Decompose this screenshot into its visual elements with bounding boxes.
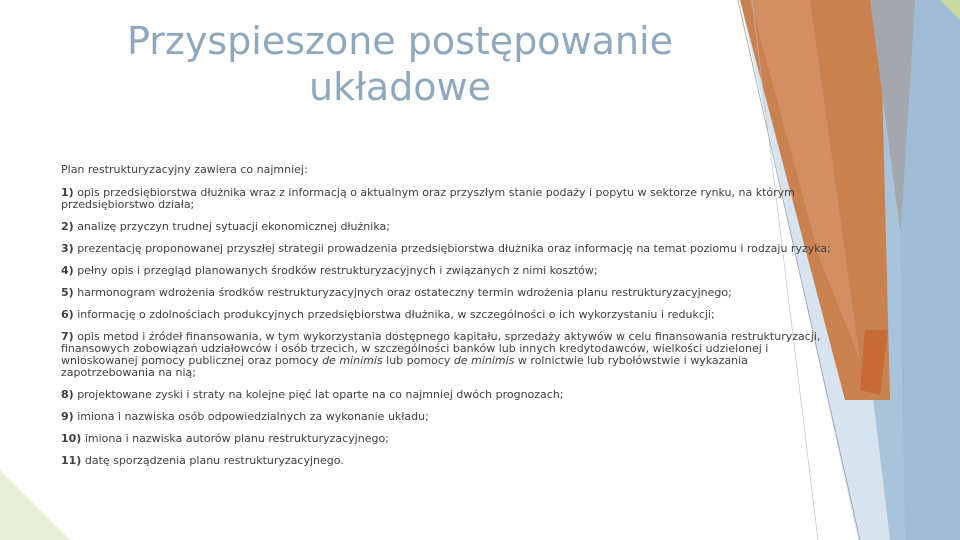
item-number: 10) — [61, 432, 82, 445]
item-text: datę sporządzenia planu restrukturyzacyjnego. — [84, 454, 344, 467]
list-item — [61, 389, 841, 401]
item-number: 8) — [61, 388, 74, 401]
list-item — [61, 331, 841, 379]
item-text: opis przedsiębiorstwa dłużnika wraz z informacją o aktualnym oraz przyszłym stanie podaży i popytu w sektorze rynku, na którym przedsiębiorstwo działa; — [61, 186, 795, 211]
item-text: imiona i nazwiska autorów planu restrukturyzacyjnego; — [84, 432, 389, 445]
item-text: informację o zdolnościach produkcyjnych przedsiębiorstwa dłużnika, w szczególności o ich wykorzystaniu i redukcji; — [77, 308, 715, 321]
green-bottom-triangle — [0, 470, 70, 540]
item-text: projektowane zyski i straty na kolejne pięć lat oparte na co najmniej dwóch prognozach; — [77, 388, 564, 401]
item-emphasis: de minimis — [322, 354, 383, 367]
item-text: harmonogram wdrożenia środków restrukturyzacyjnych oraz ostateczny termin wdrożenia planu restrukturyzacyjnego; — [77, 286, 732, 299]
slide-body — [61, 164, 841, 477]
item-number: 7) — [61, 330, 74, 343]
item-text: pełny opis i przegląd planowanych środków restrukturyzacyjnych i związanych z nimi kosztów; — [77, 264, 598, 277]
slide-title: Przyspieszone postępowanie układowe — [127, 19, 673, 109]
list-item — [61, 221, 841, 233]
item-text-part-b: lub pomocy — [382, 354, 454, 367]
item-emphasis: de minimis — [453, 354, 515, 367]
list-item — [61, 411, 841, 423]
item-text: analizę przyczyn trudnej sytuacji ekonomicznej dłużnika; — [77, 220, 390, 233]
item-number: 4) — [61, 264, 74, 277]
list-item — [61, 433, 841, 445]
list-item — [61, 287, 841, 299]
item-number: 9) — [61, 410, 74, 423]
item-text-part-c: w rolnictwie lub rybołówstwie i wykazania zapotrzebowania na nią; — [61, 354, 748, 379]
item-number: 2) — [61, 220, 74, 233]
list-item — [61, 265, 841, 277]
item-number: 5) — [61, 286, 74, 299]
list-item — [61, 243, 841, 255]
item-number: 3) — [61, 242, 74, 255]
list-item — [61, 455, 841, 467]
item-number: 6) — [61, 308, 74, 321]
item-text-part-a: opis metod i źródeł finansowania, w tym wykorzystania dostępnego kapitału, sprzedaży aktywów w celu finansowania restrukturyzacji, finansowych zobowiązań udziałowców i osób trzecich, w szczególności banków lub innych kredytodawców, wielkości udzielonej i wnioskowanej pomocy publicznej oraz pomocy — [61, 330, 821, 367]
list-item — [61, 309, 841, 321]
item-number: 1) — [61, 186, 74, 199]
item-text: imiona i nazwiska osób odpowiedzialnych za wykonanie układu; — [77, 410, 429, 423]
item-text: prezentację proponowanej przyszłej strategii prowadzenia przedsiębiorstwa dłużnika oraz informację na temat poziomu i rodzaju ryzyka; — [77, 242, 831, 255]
item-number: 11) — [61, 454, 82, 467]
intro-text: Plan restrukturyzacyjny zawiera co najmniej: — [61, 163, 308, 176]
list-item — [61, 187, 841, 211]
